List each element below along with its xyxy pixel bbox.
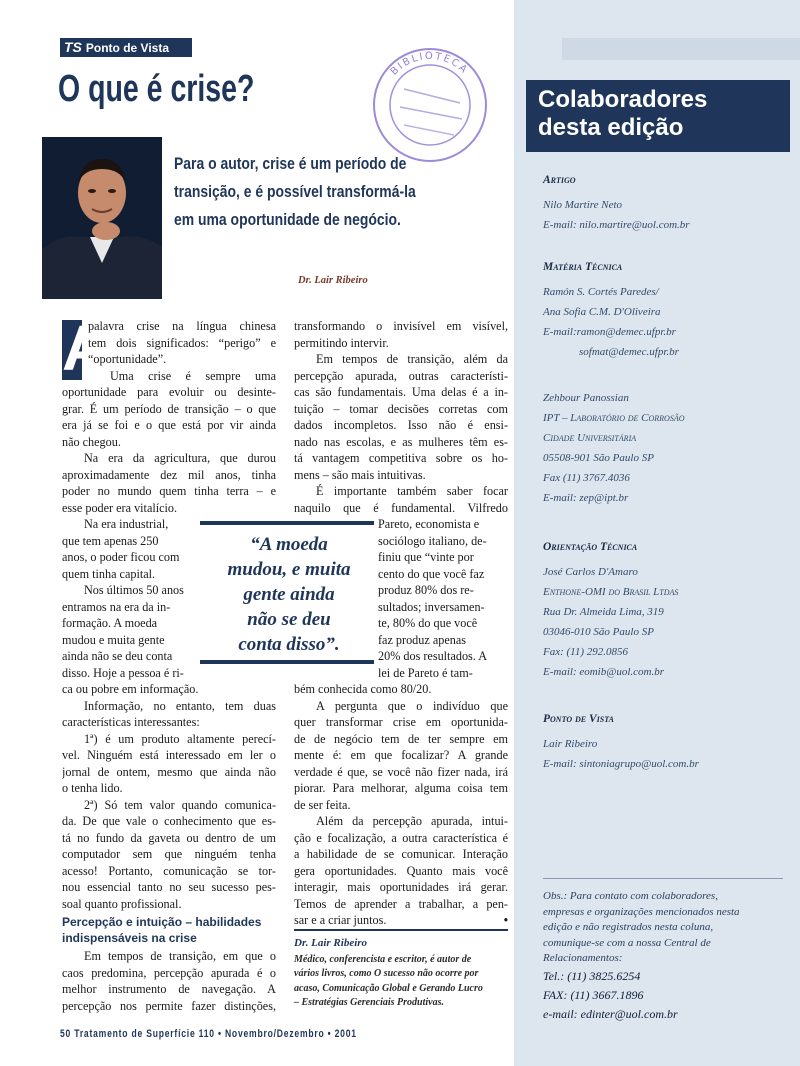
- article-line: acesso! Portanto, comunicação se tor-: [62, 863, 276, 878]
- sidebar-note: [543, 878, 783, 1024]
- stamp-text: BIBLIOTECA: [388, 50, 471, 78]
- article-line: nado nas escolas, e as mulheres têm es-: [294, 434, 508, 449]
- article-line: vel. Ninguém está interessado em ler o: [62, 748, 276, 762]
- contributor-section-heading: Matéria Técnica: [543, 261, 623, 273]
- article-line: grar. É um período de transição – o que: [62, 401, 276, 416]
- article-line: tem dois significados: “perigo” e: [88, 335, 276, 350]
- section-tag: [60, 38, 192, 57]
- contributor-section: [543, 541, 783, 682]
- bio-line: Médico, conferencista e escritor, é autor de: [294, 953, 472, 965]
- bio-author-name: Dr. Lair Ribeiro: [294, 937, 368, 949]
- article-line: que tem apenas 250: [62, 533, 159, 548]
- article-line: tuição – tomar decisões corretas com: [294, 401, 508, 416]
- article-line: mente é: em que focalizar? A grande: [294, 748, 508, 762]
- note-line: empresas e organizações mencionados nesta: [543, 905, 740, 918]
- author-photo: [42, 137, 162, 299]
- contributor-line: 03046-010 São Paulo SP: [543, 626, 654, 638]
- article-line: faz produz apenas: [378, 632, 466, 647]
- article-line: mens – são mais intuitivas.: [294, 467, 426, 482]
- contributor-section: [543, 261, 783, 508]
- article-line: A pergunta que o indivíduo que: [316, 698, 508, 713]
- article-line: tá vantagem competitiva sobre os ho-: [294, 451, 508, 465]
- article-line: te, 80% do que você: [378, 616, 478, 630]
- article-line: era já se foi e o que está por vir ainda: [62, 418, 276, 432]
- contributor-section-heading: Orientação Técnica: [543, 541, 638, 553]
- article-column-left-continued: [62, 948, 276, 1014]
- article-line: ainda não se deu conta: [62, 649, 173, 663]
- article-line: quer transformar crise em oportunida-: [294, 715, 508, 729]
- article-line: caos predomina, percepção apurada é o: [62, 965, 276, 980]
- contributor-line: E-mail:ramon@demec.ufpr.br: [543, 326, 676, 338]
- bio-line: – Estratégias Gerenciais Produtivas.: [294, 997, 445, 1008]
- sidebar-top-band: [562, 38, 800, 60]
- article-line: quem tinha capital.: [62, 566, 156, 581]
- article-line: computador sem que ninguém tenha: [62, 847, 276, 861]
- pull-quote-line: conta disso”.: [238, 634, 340, 655]
- article-line: Em tempos de transição, além da: [316, 352, 508, 366]
- article-end-mark: •: [503, 913, 508, 927]
- contributor-line: Nilo Martire Neto: [543, 199, 623, 211]
- drop-cap-letter: A: [62, 312, 109, 384]
- contributor-line: 05508-901 São Paulo SP: [543, 452, 654, 464]
- article-line: de de negócio tem de ter sempre em: [294, 731, 508, 746]
- article-line: verdade é que, se você não fizer nada, irá: [294, 764, 508, 779]
- contributor-line: [543, 362, 783, 388]
- article-line: Na era da agricultura, que durou: [84, 451, 276, 465]
- contributor-line: E-mail: eomib@uol.com.br: [543, 666, 665, 678]
- contributor-line: sofmat@demec.ufpr.br: [579, 346, 679, 358]
- pull-quote-line: gente ainda: [243, 584, 335, 605]
- article-line: naquilo que é fundamental. Vilfredo: [294, 500, 508, 515]
- note-line: Obs.: Para contato com colaboradores,: [543, 890, 718, 902]
- article-line: entramos na era da in-: [62, 599, 171, 614]
- article-line: poder no mundo quem tinha terra – e: [62, 484, 276, 498]
- contributor-line: Rua Dr. Almeida Lima, 319: [543, 606, 664, 618]
- pull-quote: [204, 532, 374, 657]
- author-bio: [294, 936, 508, 1011]
- article-line: nou essencial tanto no seu sucesso pes-: [62, 880, 276, 894]
- contributor-line: Cidade Universitária: [543, 432, 637, 444]
- article-line: bém conhecida como 80/20.: [294, 682, 432, 696]
- contributor-line: Enthone-OMI do Brasil Ltdas: [543, 586, 679, 598]
- article-line: ca ou pobre em informação.: [62, 682, 198, 696]
- section-tag-label: Ponto de Vista: [85, 41, 170, 55]
- article-line: disso. Hoje a pessoa é ri-: [62, 665, 184, 680]
- note-lines: [543, 889, 783, 967]
- article-line: interagir, mais oportunidades irá gerar.: [294, 880, 508, 894]
- article-line: formação. A moeda: [62, 616, 158, 630]
- contact-line: e-mail: edinter@uol.com.br: [543, 1006, 678, 1021]
- article-line: oportunidade para evoluir ou desinte-: [62, 385, 276, 399]
- note-line: Relacionamentos:: [543, 952, 623, 964]
- central-contacts: [543, 967, 783, 1024]
- subtitle-line: Para o autor, crise é um período de: [174, 154, 407, 173]
- article-line: 2ª) Só tem valor quando comunica-: [84, 797, 276, 812]
- contact-line: Tel.: (11) 3825.6254: [543, 968, 641, 983]
- article-line: ção e focalização, a outra característica é: [294, 830, 508, 845]
- magazine-logo: TS: [64, 39, 82, 55]
- library-stamp: [370, 45, 490, 165]
- article-line: cento do que você faz: [378, 566, 485, 581]
- article-line: tá no fundo da gaveta ou dentro de um: [62, 830, 276, 845]
- contributor-line: E-mail: nilo.martire@uol.com.br: [543, 219, 690, 231]
- article-line: 1ª) é um produto altamente perecí-: [84, 731, 276, 746]
- contributor-line: Ana Sofia C.M. D'Oliveira: [543, 306, 661, 318]
- article-line: Pareto, economista e: [378, 517, 480, 531]
- article-line: Na era industrial,: [84, 517, 169, 531]
- contributor-line: E-mail: sintoniagrupo@uol.com.br: [543, 758, 699, 770]
- article-line: da. De que vale o conhecimento que es-: [62, 814, 276, 828]
- pull-quote-line: “A moeda: [250, 534, 328, 555]
- article-line: sociólogo italiano, de-: [378, 533, 487, 548]
- article-line: anos, o poder ficou com: [62, 550, 180, 564]
- article-line: Nos últimos 50 anos: [84, 583, 184, 597]
- contributor-line: Fax: (11) 292.0856: [543, 646, 629, 658]
- author-byline: Dr. Lair Ribeiro: [298, 275, 368, 286]
- contributor-line: Zehbour Panossian: [543, 392, 629, 404]
- article-line: finiu que “vinte por: [378, 550, 474, 564]
- article-line: melhor instrumento de navegação. A: [62, 982, 276, 996]
- article-title: O que é crise?: [58, 68, 255, 110]
- contributor-line: Ramón S. Cortés Paredes/: [543, 286, 659, 298]
- contributor-line: IPT – Laboratório de Corrosão: [543, 412, 685, 424]
- pull-quote-line: mudou, e muita: [227, 559, 351, 580]
- article-line: dados incompletos. Isso não é ensi-: [294, 418, 508, 432]
- author-portrait-illustration: [42, 137, 162, 299]
- article-line: cas são fundamentais. Uma delas é a in-: [294, 385, 508, 399]
- article-line: de ser feita.: [294, 797, 351, 812]
- article-line: características interessantes:: [62, 715, 200, 729]
- article-line: gera oportunidades. Quanto mais você: [294, 863, 508, 878]
- contributor-line: Lair Ribeiro: [543, 738, 598, 750]
- article-line: o tenha lido.: [62, 781, 123, 795]
- article-line: produz 80% dos re-: [378, 583, 474, 597]
- article-line: 20% dos resultados. A: [378, 649, 488, 663]
- bio-text: [294, 953, 508, 1011]
- article-line: a habilidade de se comunicar. Interação: [294, 847, 508, 861]
- contributor-line: Fax (11) 3767.4036: [543, 472, 630, 484]
- article-line: jornal de ontem, mesmo que ainda não: [62, 764, 276, 779]
- article-line: piorar. Para melhorar, alguma coisa tem: [294, 781, 508, 795]
- subhead-line: Percepção e intuição – habilidades: [62, 915, 262, 929]
- article-line: Em tempos de transição, em que o: [84, 949, 276, 963]
- subhead-line: indispensáveis na crise: [62, 931, 197, 945]
- article-line: aproximadamente dez mil anos, tinha: [62, 467, 276, 482]
- bio-line: vários livros, como O sucesso não ocorre por: [294, 968, 479, 979]
- article-line: sultados; inversamen-: [378, 599, 485, 614]
- article-line: Informação, no entanto, tem duas: [84, 698, 276, 713]
- article-subtitle: [174, 150, 474, 234]
- article-line: soal quanto profissional.: [62, 896, 182, 911]
- contributor-section-heading: Ponto de Vista: [543, 713, 614, 725]
- bio-divider: [294, 929, 508, 931]
- contributor-section: [543, 713, 783, 774]
- article-line: permitindo intervir.: [294, 335, 389, 350]
- article-line: percepção apurada, outras característi-: [294, 368, 508, 383]
- contributor-line: José Carlos D'Amaro: [543, 566, 638, 578]
- article-line: Além da percepção apurada, intui-: [316, 814, 508, 828]
- note-line: comunique-se com a nossa Central de: [543, 936, 711, 949]
- article-subhead: [62, 914, 278, 946]
- article-line: não chegou.: [62, 434, 121, 449]
- contact-line: FAX: (11) 3667.1896: [543, 987, 644, 1002]
- article-line: percepção nos permite fazer distinções,: [62, 998, 276, 1013]
- article-line: É importante também saber focar: [316, 484, 508, 498]
- sidebar-title-line-2: desta edição: [538, 114, 684, 141]
- note-line: edição e não registrados nesta coluna,: [543, 921, 714, 933]
- article-line: palavra crise na língua chinesa: [88, 319, 276, 333]
- pull-quote-line: não se deu: [247, 609, 331, 630]
- bio-line: acaso, Comunicação Global e Gerando Lucro: [294, 982, 483, 994]
- article-line: transformando o invisível em visível,: [294, 319, 508, 333]
- article-line: sar e a criar juntos. •: [294, 913, 508, 927]
- article-line: mudou e muita gente: [62, 632, 165, 647]
- subtitle-line: em uma oportunidade de negócio.: [174, 210, 401, 229]
- contributor-line: E-mail: zep@ipt.br: [543, 492, 629, 504]
- article-line: Temos de aprender a trabalhar, a pen-: [294, 896, 508, 911]
- article-line: esse poder era vitalício.: [62, 500, 178, 515]
- contributor-section-heading: Artigo: [543, 174, 576, 186]
- contributor-section: [543, 174, 783, 235]
- page-footer: 50 Tratamento de Superfície 110 • Novembro/Dezembro • 2001: [60, 1028, 357, 1040]
- subtitle-line: transição, e é possível transformá-la: [174, 182, 416, 201]
- article-line: Uma crise é sempre uma: [110, 368, 276, 383]
- sidebar-title: [526, 80, 790, 152]
- sidebar-title-line-1: Colaboradores: [538, 86, 708, 113]
- article-line: lei de Pareto é tam-: [378, 665, 473, 680]
- article-line: “oportunidade”.: [88, 352, 167, 366]
